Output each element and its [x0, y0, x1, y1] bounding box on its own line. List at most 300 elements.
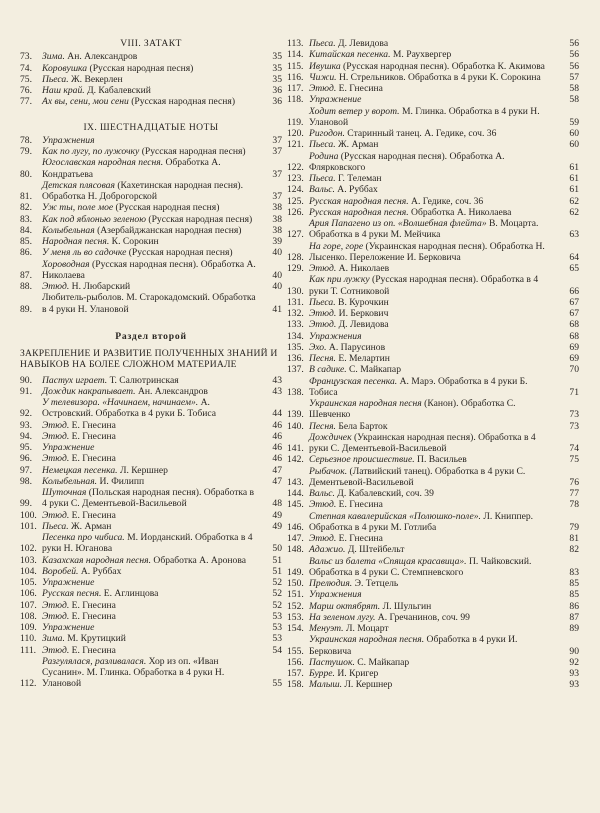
entry-author: И. Кригер — [337, 668, 379, 679]
entry-author: Л. Моцарт — [345, 623, 389, 634]
toc-entry — [20, 259, 282, 282]
entry-author: (Русская народная песня) — [115, 202, 220, 214]
entry-author: Д. Левидова — [338, 38, 389, 49]
entry-page: 47 — [272, 475, 282, 487]
entry-number: 154. — [287, 623, 304, 634]
entry-page: 43 — [272, 385, 282, 397]
entry-text — [42, 532, 256, 555]
entry-title: Этюд. — [42, 419, 70, 431]
entry-title: Шуточная — [42, 487, 87, 498]
toc-entry — [287, 297, 579, 308]
entry-page: 74 — [569, 443, 579, 454]
entry-author: Ан. Александров — [137, 385, 208, 397]
entry-author: (Русская народная песня). Обработка А. Флярковского — [309, 150, 505, 173]
entry-page: 82 — [569, 544, 579, 556]
entry-author: Е. Гнесина — [338, 83, 383, 94]
entry-page: 57 — [569, 71, 579, 83]
entry-number: 149. — [287, 566, 304, 578]
toc-entry — [287, 466, 579, 489]
entry-page: 52 — [272, 588, 282, 600]
entry-title: Хороводная — [42, 258, 90, 270]
entry-text — [42, 622, 256, 633]
entry-page: 73 — [569, 420, 579, 432]
entry-title: Упражнение — [42, 622, 95, 633]
entry-author: Н. Стрельников. Обработка в 4 руки К. Сорокина — [338, 71, 541, 83]
toc-entry — [287, 319, 579, 330]
toc-entry — [287, 94, 579, 105]
toc-entry — [20, 532, 282, 555]
entry-text — [309, 241, 553, 264]
entry-number: 115. — [287, 60, 304, 72]
entry-title: Этюд. — [309, 83, 337, 94]
entry-title: Чижи. — [309, 71, 337, 83]
toc-entry — [287, 511, 579, 534]
entry-page: 63 — [569, 229, 579, 241]
entry-author: Ан. Александров — [67, 51, 138, 63]
entry-author: Е. Гнесина — [71, 610, 116, 622]
entry-author: Е. Гнесина — [71, 453, 116, 465]
entry-text — [309, 398, 553, 421]
entry-title: Ивушка — [309, 60, 341, 72]
entry-title: Упражнение — [309, 94, 362, 106]
section-entries — [20, 51, 282, 107]
toc-entry — [20, 247, 282, 258]
toc-entry — [287, 488, 579, 499]
entry-author: Л. Кершнер — [344, 679, 393, 691]
entry-author: Обработка А. Аронова — [153, 554, 247, 566]
entry-author: (Русская народная песня) — [128, 247, 233, 259]
entry-number: 104. — [20, 565, 37, 577]
entry-page: 62 — [569, 206, 579, 218]
entry-author: В. Моцарта. Обработка в 4 руки М. Мейчика — [309, 218, 539, 241]
entry-page: 53 — [272, 633, 282, 645]
entry-text — [309, 679, 553, 690]
toc-entry — [20, 442, 282, 453]
entry-title: Этюд. — [309, 499, 337, 511]
entry-page: 78 — [569, 499, 579, 511]
entry-title: Ходит ветер у ворот. — [309, 105, 400, 117]
entry-text — [42, 566, 256, 577]
entry-text — [309, 432, 553, 455]
entry-text — [42, 180, 256, 203]
toc-entry — [287, 274, 579, 297]
entry-text — [42, 588, 256, 599]
toc-entry — [287, 376, 579, 399]
entry-text — [42, 453, 256, 464]
entry-title: Пьеса. — [309, 38, 336, 49]
entry-page: 81 — [569, 533, 579, 544]
toc-entry — [287, 263, 579, 274]
toc-entry — [20, 74, 282, 85]
toc-entry — [287, 612, 579, 623]
entry-page: 38 — [272, 202, 282, 214]
entry-text — [42, 431, 256, 442]
toc-entry — [20, 180, 282, 203]
entry-author: Ж. Арман — [338, 139, 379, 151]
entry-number: 94. — [20, 430, 32, 442]
entry-author: А. Гедике, соч. 36 — [411, 195, 484, 207]
right-column — [287, 38, 579, 691]
entry-title: Адажио. — [309, 544, 346, 556]
entry-number: 138. — [287, 386, 304, 398]
entry-text — [309, 218, 553, 241]
toc-entry — [287, 218, 579, 241]
entry-title: Пьеса. — [42, 73, 69, 85]
entry-title: Родина — [309, 150, 339, 162]
entry-page: 43 — [272, 374, 282, 386]
entry-page: 46 — [272, 430, 282, 442]
entry-title: Немецкая песенка. — [42, 464, 118, 476]
entry-number: 152. — [287, 600, 304, 612]
entry-number: 117. — [287, 83, 304, 94]
toc-entry — [287, 634, 579, 657]
entry-page: 46 — [272, 442, 282, 453]
toc-entry — [287, 679, 579, 690]
entry-text — [42, 63, 256, 74]
entry-title: Этюд. — [42, 509, 70, 521]
entry-page: 37 — [272, 146, 282, 157]
entry-title: Прелюдия. — [309, 578, 353, 589]
entry-number: 97. — [20, 464, 32, 476]
entry-number: 126. — [287, 206, 304, 218]
entry-number: 93. — [20, 419, 32, 431]
toc-entry — [287, 556, 579, 579]
entry-title: Бурре. — [309, 668, 335, 679]
entry-author: Е. Гнесина — [338, 499, 383, 511]
entry-number: 122. — [287, 161, 304, 173]
toc-entry — [287, 72, 579, 83]
entry-number: 76. — [20, 85, 32, 96]
entry-author: Л. Книппер. Обработка в 4 руки М. Готлиба — [309, 510, 534, 533]
entry-page: 35 — [272, 51, 282, 63]
entry-text — [309, 49, 553, 60]
entry-title: Эхо. — [309, 341, 327, 353]
toc-entry — [20, 465, 282, 476]
entry-title: Как при лужку — [309, 274, 370, 286]
entry-page: 51 — [272, 565, 282, 577]
toc-entry — [20, 63, 282, 74]
entry-number: 80. — [20, 168, 32, 180]
toc-entry — [20, 600, 282, 611]
left-column — [20, 38, 282, 690]
entry-author: (Латвийский танец). Обработка в 4 руки С. Дементьевой-Васильевой — [309, 465, 526, 488]
entry-title: Песня. — [309, 353, 336, 364]
entry-number: 81. — [20, 191, 32, 202]
entry-number: 98. — [20, 475, 32, 487]
entry-page: 39 — [272, 236, 282, 247]
entry-title: Колыбельная. — [42, 475, 98, 487]
entry-page: 83 — [569, 566, 579, 578]
toc-entry — [287, 578, 579, 589]
entry-text — [309, 589, 553, 600]
entry-number: 124. — [287, 184, 304, 196]
toc-entry — [20, 588, 282, 599]
entry-author: В. Курочкин — [338, 296, 389, 308]
entry-title: Серьезное происшествие. — [309, 454, 415, 466]
entry-text — [42, 259, 256, 282]
part-heading: Раздел второй — [115, 330, 187, 342]
toc-entry — [20, 96, 282, 107]
entry-text — [42, 420, 256, 431]
entry-number: 106. — [20, 588, 37, 600]
entry-text — [42, 577, 256, 588]
entry-text — [309, 61, 553, 72]
toc-entry — [287, 151, 579, 174]
entry-text — [309, 454, 553, 465]
entry-author: Е. Гнесина — [338, 533, 383, 544]
entry-author: (Украинская народная песня). Обработка Н. Лысенко. Переложение И. Берковича — [309, 240, 545, 263]
entry-author: А. Островский. Обработка в 4 руки Б. Тобиса — [42, 397, 217, 420]
entry-title: Уж ты, поле мое — [42, 202, 114, 214]
entry-text — [42, 397, 256, 420]
entry-number: 143. — [287, 476, 304, 488]
entry-text — [42, 157, 256, 180]
entry-author: Д. Кабалевский — [87, 85, 151, 96]
entry-number: 136. — [287, 353, 304, 364]
toc-entry — [287, 49, 579, 60]
part-description: ЗАКРЕПЛЕНИЕ И РАЗВИТИЕ ПОЛУЧЕННЫХ ЗНАНИЙ И НАВЫКОВ НА БОЛЕЕ СЛОЖНОМ МАТЕРИАЛЕ — [20, 348, 278, 371]
entry-title: Вальс из балета «Спящая красавица». — [309, 555, 467, 567]
entry-title: Марш октябрят. — [309, 600, 381, 612]
entry-title: Этюд. — [42, 430, 70, 442]
entry-page: 61 — [569, 161, 579, 173]
entry-title: Малыш. — [309, 679, 342, 691]
entry-title: Зима. — [42, 633, 65, 645]
entry-page: 44 — [272, 408, 282, 420]
entry-author: И. Беркович — [338, 308, 389, 319]
entry-text — [309, 274, 553, 297]
entry-number: 120. — [287, 128, 304, 139]
toc-entry — [287, 184, 579, 195]
toc-entry — [20, 633, 282, 644]
entry-author: (Русская народная песня) — [148, 213, 253, 225]
entry-title: На зеленом лугу. — [309, 611, 376, 623]
entry-author: Г. Телеман — [338, 173, 382, 184]
entry-title: В садике. — [309, 364, 347, 376]
toc-entry — [287, 533, 579, 544]
entry-text — [309, 72, 553, 83]
entry-author: Л. Кершнер — [119, 464, 168, 476]
entry-number: 111. — [20, 644, 37, 656]
entry-text — [309, 173, 553, 184]
toc-entry — [20, 453, 282, 464]
entry-author: Е. Мелартин — [338, 353, 390, 364]
entry-author: М. Крутицкий — [67, 633, 126, 645]
entry-text — [309, 601, 553, 612]
toc-entry — [287, 364, 579, 375]
entry-page: 37 — [272, 134, 282, 146]
entry-text — [309, 612, 553, 623]
entry-title: Дождик накрапывает. — [42, 385, 136, 397]
entry-title: Детская плясовая — [42, 179, 115, 191]
toc-entry — [20, 555, 282, 566]
entry-title: Этюд. — [309, 319, 337, 331]
entry-page: 62 — [569, 195, 579, 207]
entry-text — [42, 85, 256, 96]
entry-page: 36 — [272, 85, 282, 96]
entry-title: Этюд. — [309, 533, 337, 544]
entry-text — [42, 611, 256, 622]
entry-number: 142. — [287, 454, 304, 466]
entry-title: Народная песня. — [42, 236, 110, 247]
entry-page: 47 — [272, 464, 282, 476]
entry-number: 118. — [287, 94, 304, 106]
entry-page: 40 — [272, 269, 282, 281]
toc-entry — [20, 281, 282, 292]
entry-page: 85 — [569, 578, 579, 589]
entry-title: Русская народная песня. — [309, 195, 409, 207]
entry-page: 46 — [272, 453, 282, 465]
entry-text — [309, 668, 553, 679]
entry-number: 134. — [287, 330, 304, 342]
entry-author: (Русская народная песня) — [89, 62, 194, 74]
entry-text — [309, 94, 553, 105]
entry-text — [42, 487, 256, 510]
entry-author: Е. Гнесина — [71, 509, 116, 521]
entry-title: Этюд. — [42, 610, 70, 622]
entry-page: 52 — [272, 577, 282, 588]
entry-number: 128. — [287, 251, 304, 263]
entry-number: 140. — [287, 420, 304, 432]
entry-author: И. Филипп — [99, 475, 145, 487]
entry-author: Обработка А. Николаева — [411, 206, 512, 218]
entry-text — [309, 578, 553, 589]
toc-entry — [287, 657, 579, 668]
entry-number: 75. — [20, 73, 32, 85]
entry-number: 146. — [287, 521, 304, 533]
entry-page: 64 — [569, 251, 579, 263]
entry-text — [42, 656, 256, 690]
entry-title: Пьеса. — [309, 296, 336, 308]
entry-text — [42, 202, 256, 213]
entry-author: С. Майкапар — [357, 656, 410, 668]
entry-title: Пастушок. — [309, 656, 355, 668]
entry-text — [309, 634, 553, 657]
entry-title: Этюд. — [42, 644, 70, 656]
entry-number: 96. — [20, 453, 32, 465]
entry-page: 75 — [569, 454, 579, 466]
entry-title: Этюд. — [42, 599, 70, 611]
entry-page: 50 — [272, 543, 282, 555]
entry-page: 53 — [272, 610, 282, 622]
entry-number: 127. — [287, 229, 304, 241]
entry-number: 114. — [287, 49, 304, 61]
entry-title: Наш край. — [42, 85, 85, 96]
toc-entry — [287, 499, 579, 510]
entry-title: Казахская народная песня. — [42, 554, 151, 566]
entry-title: Русская песня. — [42, 588, 102, 600]
entry-number: 99. — [20, 498, 32, 510]
toc-entry — [20, 577, 282, 588]
toc-entry — [287, 668, 579, 679]
entry-page: 55 — [272, 678, 282, 690]
entry-number: 139. — [287, 409, 304, 421]
entry-number: 141. — [287, 443, 304, 454]
entry-author: (Украинская народная песня). Обработка в 4 руки С. Дементьевой-Васильевой — [309, 431, 536, 454]
entry-author: А. Руббах — [80, 565, 122, 577]
entry-author: Ж. Векерлен — [71, 73, 123, 85]
entry-text — [309, 556, 553, 579]
entry-text — [309, 184, 553, 195]
entry-number: 137. — [287, 364, 304, 376]
entry-title: Разгулялася, разливалася. — [42, 655, 147, 667]
entry-number: 150. — [287, 578, 304, 589]
entry-title: Степная кавалерийская «Полюшко-поле». — [309, 510, 481, 522]
entry-text — [309, 364, 553, 375]
entry-title: Колыбельная — [42, 224, 95, 236]
entry-text — [42, 292, 256, 315]
toc-entry — [287, 353, 579, 364]
entry-text — [42, 146, 256, 157]
toc-entry — [287, 139, 579, 150]
toc-entry — [287, 421, 579, 432]
entry-number: 123. — [287, 173, 304, 184]
entry-page: 54 — [272, 644, 282, 656]
entry-number: 144. — [287, 488, 304, 499]
toc-entry — [287, 398, 579, 421]
entry-page: 56 — [569, 38, 579, 49]
entry-number: 110. — [20, 633, 37, 645]
entry-number: 157. — [287, 668, 304, 679]
toc-entry — [20, 487, 282, 510]
entry-page: 69 — [569, 353, 579, 364]
toc-entry — [287, 207, 579, 218]
entry-text — [309, 207, 553, 218]
entry-number: 132. — [287, 308, 304, 319]
entry-page: 67 — [569, 296, 579, 308]
entry-text — [309, 342, 553, 353]
entry-page: 60 — [569, 128, 579, 139]
toc-entry — [287, 589, 579, 600]
entry-text — [309, 533, 553, 544]
entry-text — [42, 74, 256, 85]
toc-entry — [287, 128, 579, 139]
toc-entry — [20, 431, 282, 442]
entry-title: Песенка про чибиса. — [42, 532, 125, 543]
entry-text — [42, 375, 256, 386]
entry-number: 92. — [20, 408, 32, 420]
toc-entry — [287, 623, 579, 634]
toc-entry — [287, 601, 579, 612]
entry-author: (Русская народная песня). Обработка А. Николаева — [42, 258, 256, 281]
entry-text — [309, 623, 553, 634]
toc-entry — [20, 420, 282, 431]
toc-entry — [287, 544, 579, 555]
toc-entry — [20, 476, 282, 487]
entry-number: 105. — [20, 577, 37, 588]
entry-number: 91. — [20, 385, 32, 397]
entry-page: 56 — [569, 60, 579, 72]
entry-page: 61 — [569, 173, 579, 184]
entry-author: С. Майкапар — [349, 364, 401, 376]
entry-page: 92 — [569, 656, 579, 668]
entry-page: 51 — [272, 554, 282, 566]
entry-author: Д. Штейбельт — [347, 544, 405, 556]
entry-page: 65 — [569, 263, 579, 274]
entry-title: Как под яблонью зеленою — [42, 213, 146, 225]
entry-title: Песня. — [309, 420, 336, 432]
entry-text — [42, 633, 256, 644]
entry-author: (Русская народная песня). Обработка в 4 руки Т. Сотниковой — [309, 274, 539, 297]
entry-text — [309, 466, 553, 489]
entry-text — [42, 510, 256, 521]
toc-entry — [287, 38, 579, 49]
entry-number: 112. — [20, 678, 37, 690]
entry-author: Любитель-рыболов. М. Старокадомский. Обработка в 4 руки Н. Улановой — [42, 292, 256, 315]
entry-number: 147. — [287, 533, 304, 544]
entry-author: Хор из оп. «Иван Сусанин». М. Глинка. Обработка в 4 руки Н. Улановой — [42, 655, 225, 690]
entry-page: 77 — [569, 488, 579, 499]
